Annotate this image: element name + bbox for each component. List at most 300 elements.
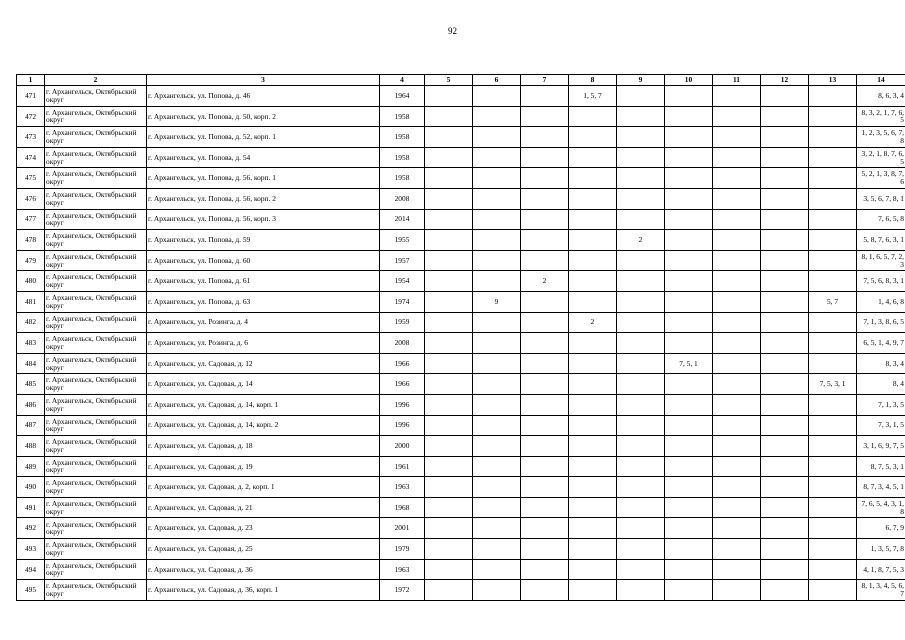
cell-c10 xyxy=(665,209,713,230)
cell-c12 xyxy=(761,209,809,230)
cell-c11 xyxy=(713,353,761,374)
cell-num: 478 xyxy=(17,230,45,251)
table-row xyxy=(17,209,905,230)
cell-c11 xyxy=(713,188,761,209)
cell-c12 xyxy=(761,353,809,374)
cell-c11 xyxy=(713,539,761,560)
cell-num: 489 xyxy=(17,456,45,477)
cell-address: г. Архангельск, ул. Садовая, д. 14, корп. 1 xyxy=(147,394,380,415)
cell-c9 xyxy=(617,147,665,168)
cell-c10 xyxy=(665,415,713,436)
cell-district: г. Архангельск, Октябрьский округ xyxy=(45,333,147,354)
cell-c11 xyxy=(713,127,761,148)
cell-c9 xyxy=(617,127,665,148)
cell-c9 xyxy=(617,291,665,312)
cell-year: 1961 xyxy=(380,456,425,477)
cell-c8: 1, 5, 7 xyxy=(569,86,617,107)
cell-address: г. Архангельск, ул. Садовая, д. 12 xyxy=(147,353,380,374)
table-row xyxy=(17,147,905,168)
cell-c14: 8, 6, 3, 4 xyxy=(857,86,905,107)
cell-c5 xyxy=(425,353,473,374)
cell-district: г. Архангельск, Октябрьский округ xyxy=(45,353,147,374)
cell-c8 xyxy=(569,333,617,354)
cell-c12 xyxy=(761,230,809,251)
cell-c14: 1, 4, 6, 8 xyxy=(857,291,905,312)
table-body xyxy=(17,86,905,601)
cell-c5 xyxy=(425,106,473,127)
cell-c10 xyxy=(665,106,713,127)
cell-c14: 7, 5, 6, 8, 3, 1 xyxy=(857,271,905,292)
cell-year: 2008 xyxy=(380,333,425,354)
cell-address: г. Архангельск, ул. Садовая, д. 18 xyxy=(147,436,380,457)
cell-num: 486 xyxy=(17,394,45,415)
cell-c9 xyxy=(617,106,665,127)
table-row xyxy=(17,559,905,580)
table-row xyxy=(17,333,905,354)
cell-num: 477 xyxy=(17,209,45,230)
cell-c12 xyxy=(761,497,809,518)
cell-c10 xyxy=(665,250,713,271)
cell-c7 xyxy=(521,147,569,168)
column-header-2: 2 xyxy=(45,75,147,86)
cell-num: 473 xyxy=(17,127,45,148)
cell-c6 xyxy=(473,497,521,518)
cell-c11 xyxy=(713,394,761,415)
column-header-5: 5 xyxy=(425,75,473,86)
cell-address: г. Архангельск, ул. Розинга, д. 4 xyxy=(147,312,380,333)
cell-c14: 8, 1, 3, 4, 5, 6, 7 xyxy=(857,580,905,601)
cell-c10 xyxy=(665,394,713,415)
cell-c9 xyxy=(617,394,665,415)
cell-c13 xyxy=(809,518,857,539)
cell-c10 xyxy=(665,477,713,498)
cell-year: 1957 xyxy=(380,250,425,271)
cell-c6 xyxy=(473,230,521,251)
cell-c13 xyxy=(809,333,857,354)
cell-num: 495 xyxy=(17,580,45,601)
cell-c12 xyxy=(761,333,809,354)
cell-c11 xyxy=(713,86,761,107)
page-number: 92 xyxy=(448,26,457,36)
cell-c14: 4, 1, 8, 7, 5, 3 xyxy=(857,559,905,580)
cell-c5 xyxy=(425,271,473,292)
cell-num: 480 xyxy=(17,271,45,292)
cell-c8 xyxy=(569,168,617,189)
cell-c13 xyxy=(809,271,857,292)
cell-year: 1979 xyxy=(380,539,425,560)
cell-c8 xyxy=(569,188,617,209)
cell-address: г. Архангельск, ул. Садовая, д. 25 xyxy=(147,539,380,560)
cell-c6 xyxy=(473,456,521,477)
cell-c14: 8, 3, 4 xyxy=(857,353,905,374)
cell-address: г. Архангельск, ул. Попова, д. 59 xyxy=(147,230,380,251)
cell-district: г. Архангельск, Октябрьский округ xyxy=(45,539,147,560)
cell-year: 1966 xyxy=(380,374,425,395)
cell-num: 492 xyxy=(17,518,45,539)
cell-c7 xyxy=(521,580,569,601)
cell-c7 xyxy=(521,353,569,374)
cell-c10 xyxy=(665,374,713,395)
cell-c13 xyxy=(809,436,857,457)
cell-year: 2000 xyxy=(380,436,425,457)
cell-year: 2008 xyxy=(380,188,425,209)
cell-c11 xyxy=(713,580,761,601)
cell-c10 xyxy=(665,127,713,148)
cell-address: г. Архангельск, ул. Попова, д. 61 xyxy=(147,271,380,292)
cell-c14: 3, 1, 6, 9, 7, 5 xyxy=(857,436,905,457)
cell-c8 xyxy=(569,353,617,374)
cell-c13 xyxy=(809,580,857,601)
cell-c7 xyxy=(521,250,569,271)
column-header-10: 10 xyxy=(665,75,713,86)
table-row xyxy=(17,518,905,539)
cell-address: г. Архангельск, ул. Розинга, д. 6 xyxy=(147,333,380,354)
cell-c8: 2 xyxy=(569,312,617,333)
cell-district: г. Архангельск, Октябрьский округ xyxy=(45,497,147,518)
cell-c9 xyxy=(617,312,665,333)
cell-c8 xyxy=(569,394,617,415)
cell-year: 1963 xyxy=(380,477,425,498)
cell-district: г. Архангельск, Октябрьский округ xyxy=(45,147,147,168)
cell-num: 474 xyxy=(17,147,45,168)
cell-c11 xyxy=(713,209,761,230)
cell-c10: 7, 5, 1 xyxy=(665,353,713,374)
cell-c7 xyxy=(521,209,569,230)
cell-c9 xyxy=(617,271,665,292)
table-row xyxy=(17,539,905,560)
cell-c14: 5, 2, 1, 3, 8, 7, 6 xyxy=(857,168,905,189)
cell-c14: 8, 3, 2, 1, 7, 6, 5 xyxy=(857,106,905,127)
cell-district: г. Архангельск, Октябрьский округ xyxy=(45,580,147,601)
cell-c13 xyxy=(809,168,857,189)
cell-district: г. Архангельск, Октябрьский округ xyxy=(45,456,147,477)
cell-c13: 5, 7 xyxy=(809,291,857,312)
cell-c6: 9 xyxy=(473,291,521,312)
cell-c12 xyxy=(761,477,809,498)
cell-c12 xyxy=(761,394,809,415)
cell-c14: 8, 4 xyxy=(857,374,905,395)
cell-c13 xyxy=(809,415,857,436)
cell-c13 xyxy=(809,539,857,560)
cell-c7: 2 xyxy=(521,271,569,292)
cell-c6 xyxy=(473,86,521,107)
cell-year: 1954 xyxy=(380,271,425,292)
cell-c13 xyxy=(809,250,857,271)
cell-c7 xyxy=(521,497,569,518)
column-header-4: 4 xyxy=(380,75,425,86)
cell-c5 xyxy=(425,394,473,415)
cell-address: г. Архангельск, ул. Садовая, д. 36 xyxy=(147,559,380,580)
cell-c6 xyxy=(473,477,521,498)
cell-year: 1966 xyxy=(380,353,425,374)
cell-address: г. Архангельск, ул. Попова, д. 56, корп. 1 xyxy=(147,168,380,189)
cell-address: г. Архангельск, ул. Садовая, д. 36, корп. 1 xyxy=(147,580,380,601)
cell-address: г. Архангельск, ул. Попова, д. 56, корп. 2 xyxy=(147,188,380,209)
cell-c8 xyxy=(569,436,617,457)
cell-c7 xyxy=(521,86,569,107)
table-row xyxy=(17,394,905,415)
table-header xyxy=(17,75,905,86)
cell-c8 xyxy=(569,477,617,498)
cell-c9: 2 xyxy=(617,230,665,251)
cell-district: г. Архангельск, Октябрьский округ xyxy=(45,209,147,230)
cell-c10 xyxy=(665,271,713,292)
cell-c12 xyxy=(761,539,809,560)
cell-c12 xyxy=(761,188,809,209)
table-row xyxy=(17,271,905,292)
cell-c5 xyxy=(425,415,473,436)
cell-c5 xyxy=(425,580,473,601)
cell-district: г. Архангельск, Октябрьский округ xyxy=(45,106,147,127)
cell-address: г. Архангельск, ул. Попова, д. 60 xyxy=(147,250,380,271)
cell-address: г. Архангельск, ул. Садовая, д. 14, корп. 2 xyxy=(147,415,380,436)
cell-address: г. Архангельск, ул. Попова, д. 56, корп. 3 xyxy=(147,209,380,230)
cell-c8 xyxy=(569,106,617,127)
cell-district: г. Архангельск, Октябрьский округ xyxy=(45,477,147,498)
cell-year: 1974 xyxy=(380,291,425,312)
cell-num: 476 xyxy=(17,188,45,209)
cell-c7 xyxy=(521,394,569,415)
cell-c8 xyxy=(569,271,617,292)
cell-c13 xyxy=(809,86,857,107)
cell-c8 xyxy=(569,415,617,436)
cell-year: 1968 xyxy=(380,497,425,518)
cell-c9 xyxy=(617,559,665,580)
cell-c13 xyxy=(809,456,857,477)
cell-c9 xyxy=(617,436,665,457)
cell-c8 xyxy=(569,497,617,518)
cell-c12 xyxy=(761,250,809,271)
table-row xyxy=(17,230,905,251)
column-header-13: 13 xyxy=(809,75,857,86)
cell-c5 xyxy=(425,291,473,312)
cell-c14: 8, 7, 3, 4, 5, 1 xyxy=(857,477,905,498)
cell-c11 xyxy=(713,456,761,477)
cell-num: 481 xyxy=(17,291,45,312)
cell-c14: 1, 2, 3, 5, 6, 7, 8 xyxy=(857,127,905,148)
cell-c6 xyxy=(473,271,521,292)
cell-year: 1958 xyxy=(380,147,425,168)
cell-c14: 3, 2, 1, 8, 7, 6, 5 xyxy=(857,147,905,168)
cell-num: 488 xyxy=(17,436,45,457)
table-row xyxy=(17,436,905,457)
cell-c12 xyxy=(761,436,809,457)
cell-c5 xyxy=(425,497,473,518)
cell-c7 xyxy=(521,230,569,251)
cell-c14: 6, 7, 9 xyxy=(857,518,905,539)
table-row xyxy=(17,456,905,477)
cell-c5 xyxy=(425,312,473,333)
cell-c9 xyxy=(617,333,665,354)
cell-c6 xyxy=(473,168,521,189)
cell-year: 1963 xyxy=(380,559,425,580)
cell-c10 xyxy=(665,86,713,107)
cell-c13 xyxy=(809,353,857,374)
cell-c11 xyxy=(713,250,761,271)
cell-c11 xyxy=(713,312,761,333)
cell-num: 487 xyxy=(17,415,45,436)
cell-c13 xyxy=(809,312,857,333)
cell-c5 xyxy=(425,436,473,457)
cell-c8 xyxy=(569,250,617,271)
cell-c12 xyxy=(761,127,809,148)
cell-c5 xyxy=(425,374,473,395)
cell-c11 xyxy=(713,415,761,436)
cell-c9 xyxy=(617,188,665,209)
cell-district: г. Архангельск, Октябрьский округ xyxy=(45,436,147,457)
table-row xyxy=(17,580,905,601)
table-row xyxy=(17,188,905,209)
cell-c5 xyxy=(425,209,473,230)
cell-c9 xyxy=(617,250,665,271)
table-row xyxy=(17,374,905,395)
cell-c8 xyxy=(569,580,617,601)
cell-c12 xyxy=(761,106,809,127)
cell-address: г. Архангельск, ул. Садовая, д. 2, корп. 1 xyxy=(147,477,380,498)
cell-c6 xyxy=(473,127,521,148)
cell-num: 491 xyxy=(17,497,45,518)
cell-c10 xyxy=(665,456,713,477)
cell-c10 xyxy=(665,497,713,518)
cell-c11 xyxy=(713,168,761,189)
cell-c13 xyxy=(809,147,857,168)
cell-c9 xyxy=(617,415,665,436)
cell-c7 xyxy=(521,127,569,148)
cell-c11 xyxy=(713,559,761,580)
table-row xyxy=(17,353,905,374)
cell-c11 xyxy=(713,147,761,168)
table-row xyxy=(17,127,905,148)
column-header-1: 1 xyxy=(17,75,45,86)
cell-c9 xyxy=(617,539,665,560)
cell-address: г. Архангельск, ул. Попова, д. 46 xyxy=(147,86,380,107)
cell-c10 xyxy=(665,539,713,560)
cell-c10 xyxy=(665,291,713,312)
cell-district: г. Архангельск, Октябрьский округ xyxy=(45,518,147,539)
cell-c6 xyxy=(473,436,521,457)
cell-c9 xyxy=(617,456,665,477)
cell-c6 xyxy=(473,374,521,395)
cell-district: г. Архангельск, Октябрьский округ xyxy=(45,127,147,148)
cell-c9 xyxy=(617,518,665,539)
cell-c13 xyxy=(809,127,857,148)
cell-c11 xyxy=(713,374,761,395)
cell-c12 xyxy=(761,518,809,539)
cell-address: г. Архангельск, ул. Попова, д. 63 xyxy=(147,291,380,312)
cell-c12 xyxy=(761,147,809,168)
cell-c12 xyxy=(761,312,809,333)
cell-district: г. Архангельск, Октябрьский округ xyxy=(45,230,147,251)
cell-c6 xyxy=(473,312,521,333)
cell-c12 xyxy=(761,559,809,580)
table-row xyxy=(17,86,905,107)
cell-c7 xyxy=(521,456,569,477)
cell-num: 475 xyxy=(17,168,45,189)
cell-year: 1958 xyxy=(380,127,425,148)
cell-district: г. Архангельск, Октябрьский округ xyxy=(45,394,147,415)
cell-address: г. Архангельск, ул. Садовая, д. 19 xyxy=(147,456,380,477)
cell-c12 xyxy=(761,415,809,436)
cell-c9 xyxy=(617,580,665,601)
cell-district: г. Архангельск, Октябрьский округ xyxy=(45,291,147,312)
table-row xyxy=(17,168,905,189)
cell-c13 xyxy=(809,188,857,209)
cell-c10 xyxy=(665,518,713,539)
cell-c11 xyxy=(713,436,761,457)
cell-c9 xyxy=(617,209,665,230)
cell-district: г. Архангельск, Октябрьский округ xyxy=(45,271,147,292)
cell-num: 484 xyxy=(17,353,45,374)
cell-c12 xyxy=(761,271,809,292)
cell-c10 xyxy=(665,230,713,251)
cell-c14: 6, 5, 1, 4, 9, 7 xyxy=(857,333,905,354)
cell-c6 xyxy=(473,580,521,601)
cell-c9 xyxy=(617,477,665,498)
cell-c7 xyxy=(521,188,569,209)
cell-c11 xyxy=(713,271,761,292)
cell-c6 xyxy=(473,333,521,354)
cell-year: 1955 xyxy=(380,230,425,251)
cell-year: 1959 xyxy=(380,312,425,333)
cell-c6 xyxy=(473,415,521,436)
cell-address: г. Архангельск, ул. Попова, д. 54 xyxy=(147,147,380,168)
cell-c14: 8, 7, 5, 3, 1 xyxy=(857,456,905,477)
cell-c12 xyxy=(761,291,809,312)
cell-c10 xyxy=(665,168,713,189)
cell-c12 xyxy=(761,580,809,601)
cell-num: 472 xyxy=(17,106,45,127)
cell-c14: 3, 5, 6, 7, 8, 1 xyxy=(857,188,905,209)
column-header-3: 3 xyxy=(147,75,380,86)
cell-c10 xyxy=(665,333,713,354)
cell-c6 xyxy=(473,559,521,580)
cell-c7 xyxy=(521,312,569,333)
cell-num: 490 xyxy=(17,477,45,498)
cell-year: 1996 xyxy=(380,415,425,436)
cell-district: г. Архангельск, Октябрьский округ xyxy=(45,86,147,107)
cell-c9 xyxy=(617,86,665,107)
cell-c10 xyxy=(665,188,713,209)
cell-c7 xyxy=(521,477,569,498)
cell-c14: 8, 1, 6, 5, 7, 2, 3 xyxy=(857,250,905,271)
cell-address: г. Архангельск, ул. Садовая, д. 23 xyxy=(147,518,380,539)
cell-c11 xyxy=(713,497,761,518)
cell-c13 xyxy=(809,230,857,251)
cell-c10 xyxy=(665,312,713,333)
cell-c12 xyxy=(761,456,809,477)
cell-c7 xyxy=(521,291,569,312)
cell-c10 xyxy=(665,147,713,168)
cell-num: 485 xyxy=(17,374,45,395)
cell-year: 1996 xyxy=(380,394,425,415)
column-header-9: 9 xyxy=(617,75,665,86)
cell-address: г. Архангельск, ул. Садовая, д. 14 xyxy=(147,374,380,395)
header-row xyxy=(17,75,905,86)
cell-c5 xyxy=(425,86,473,107)
cell-c11 xyxy=(713,230,761,251)
column-header-11: 11 xyxy=(713,75,761,86)
cell-c11 xyxy=(713,106,761,127)
cell-c13 xyxy=(809,209,857,230)
cell-c9 xyxy=(617,353,665,374)
cell-c5 xyxy=(425,559,473,580)
cell-district: г. Архангельск, Октябрьский округ xyxy=(45,312,147,333)
column-header-14: 14 xyxy=(857,75,905,86)
cell-c7 xyxy=(521,374,569,395)
cell-c8 xyxy=(569,456,617,477)
cell-c5 xyxy=(425,250,473,271)
table-row xyxy=(17,291,905,312)
